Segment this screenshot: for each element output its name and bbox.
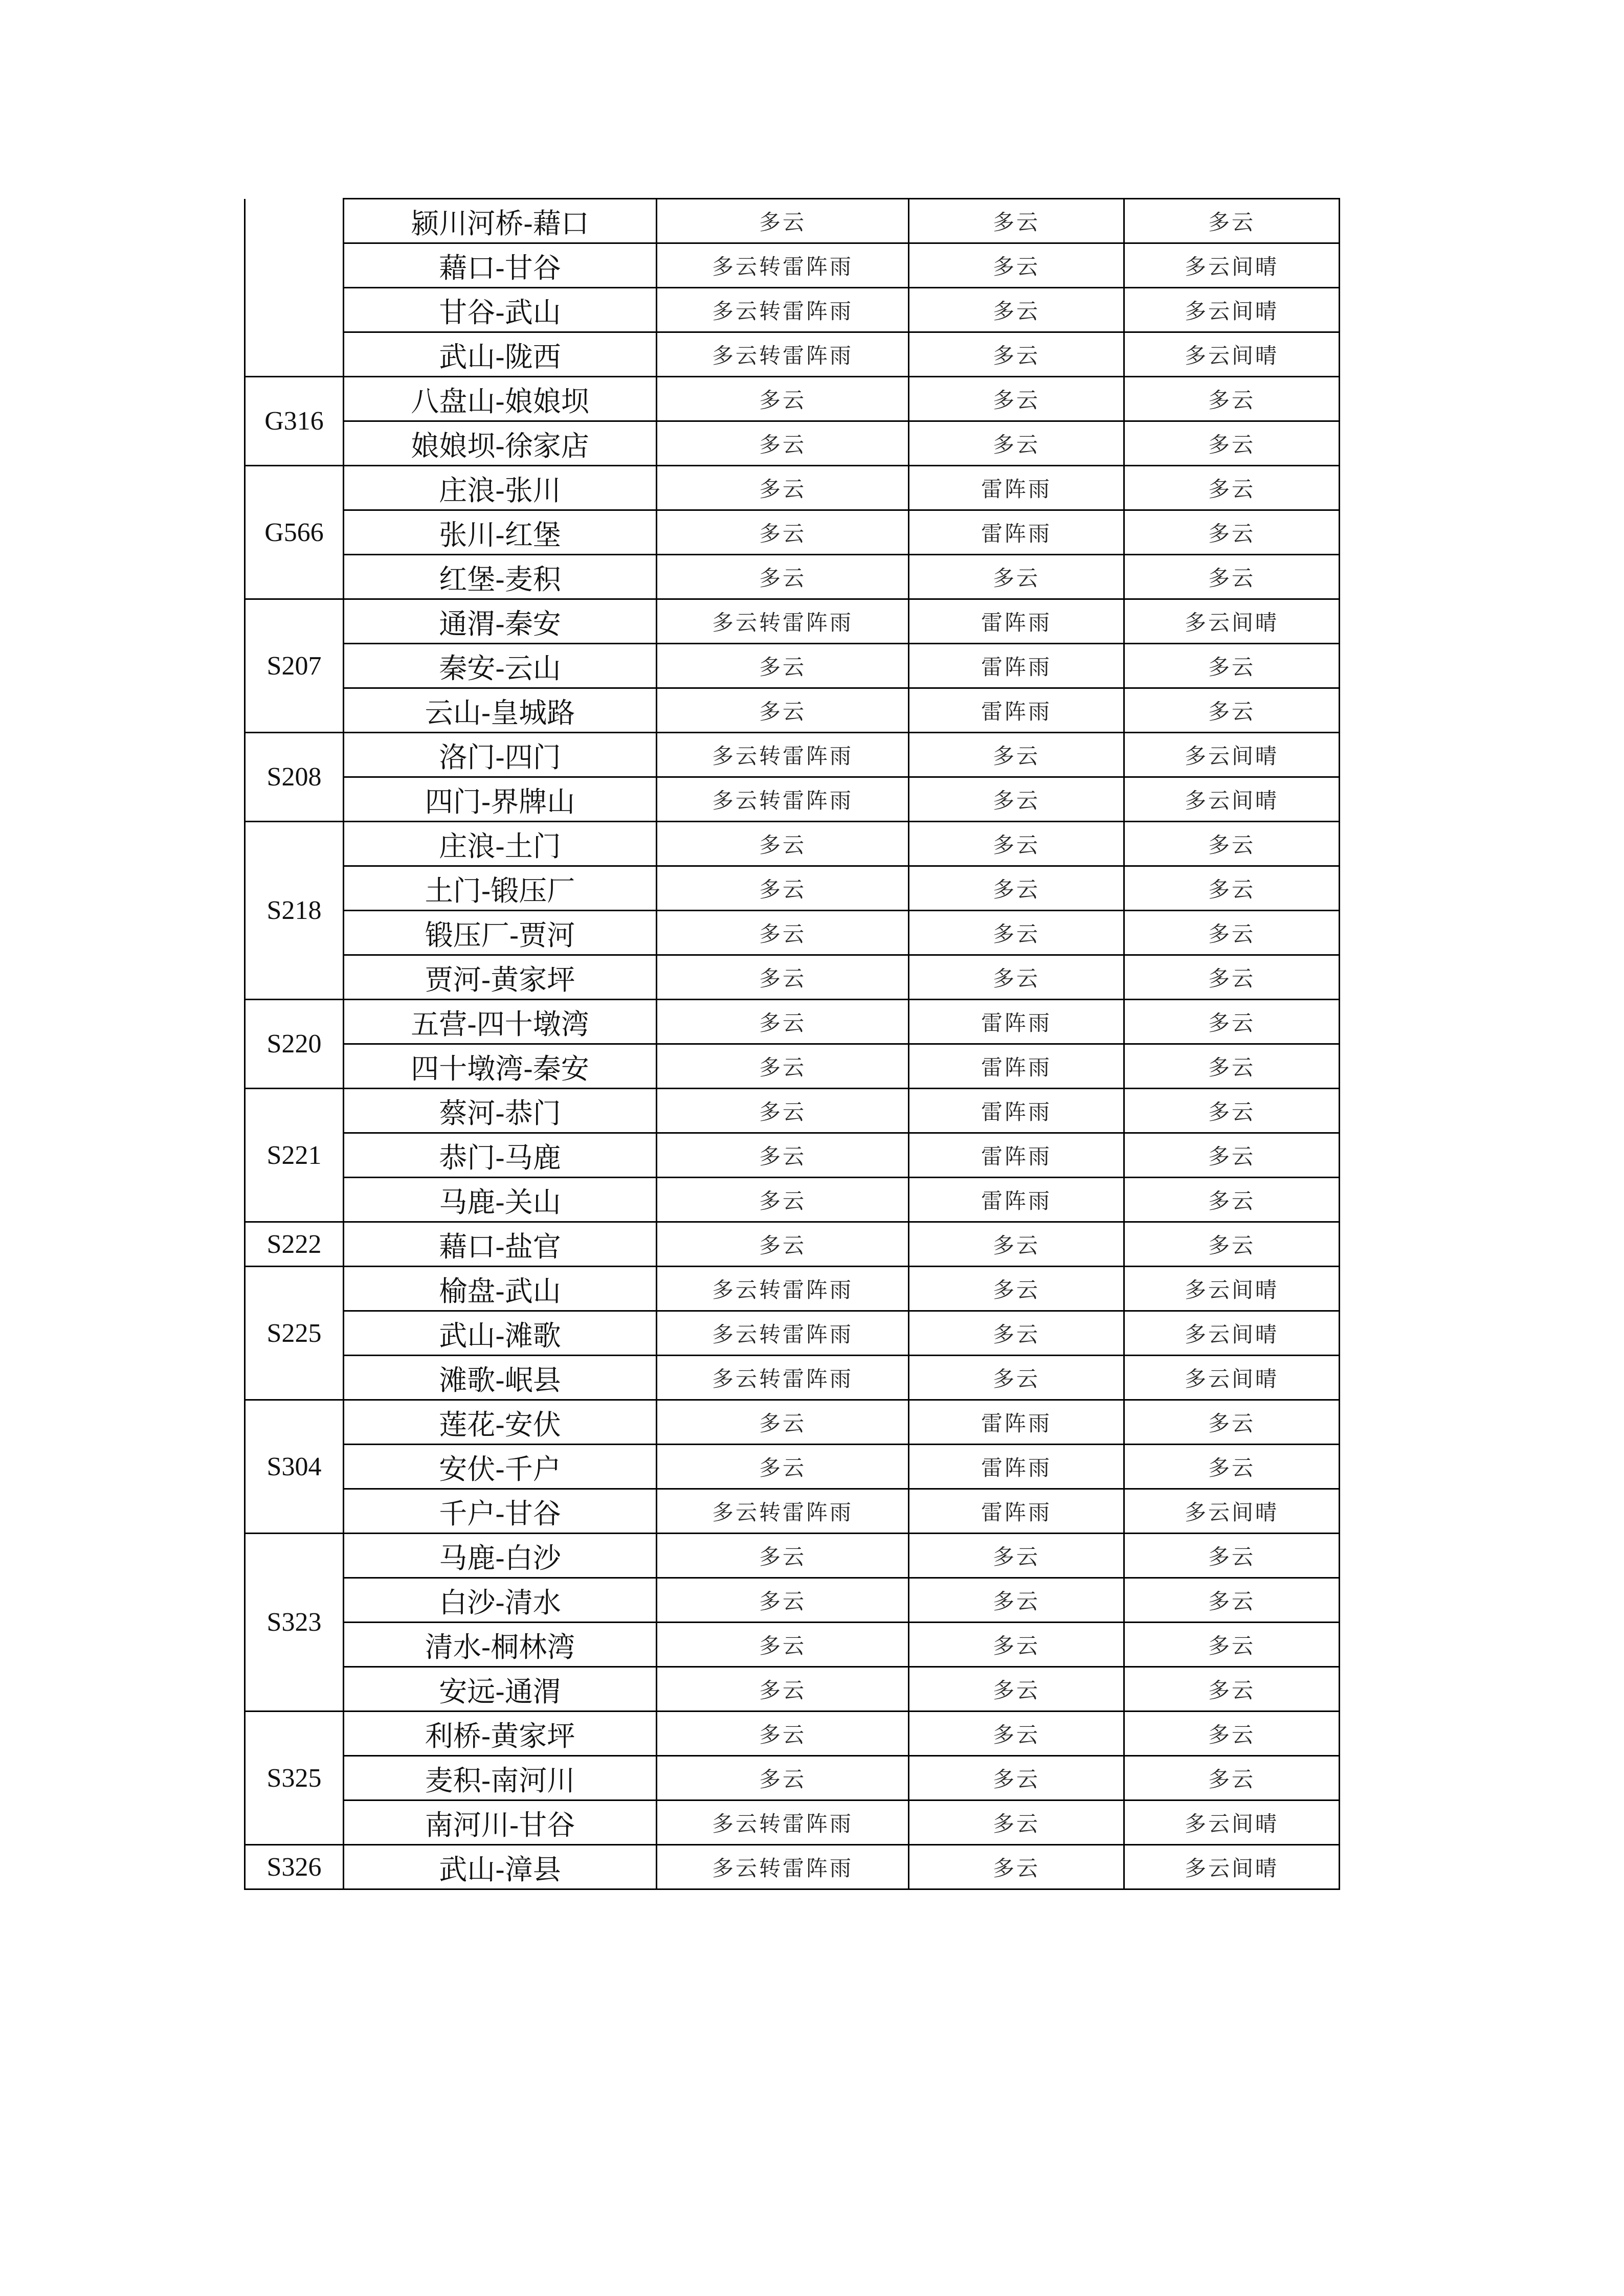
weather-day3-cell: 多云 <box>1124 1667 1340 1712</box>
road-segment-cell: 恭门-马鹿 <box>344 1133 657 1178</box>
weather-day1-cell: 多云 <box>657 911 909 955</box>
weather-day2-cell: 多云 <box>909 421 1124 466</box>
weather-day1-cell: 多云 <box>657 1667 909 1712</box>
weather-day3-cell: 多云 <box>1124 1000 1340 1044</box>
road-weather-table <box>244 198 1340 1890</box>
weather-day1-cell: 多云转雷阵雨 <box>657 733 909 777</box>
weather-day3-cell: 多云 <box>1124 377 1340 421</box>
table-row <box>245 688 1340 733</box>
road-code-cell: S225 <box>245 1267 344 1400</box>
road-segment-cell: 云山-皇城路 <box>344 688 657 733</box>
weather-day2-cell: 多云 <box>909 1623 1124 1667</box>
weather-day3-cell: 多云间晴 <box>1124 1356 1340 1400</box>
weather-day2-cell: 雷阵雨 <box>909 1445 1124 1489</box>
weather-day3-cell: 多云 <box>1124 644 1340 688</box>
road-segment-cell: 洛门-四门 <box>344 733 657 777</box>
road-segment-cell: 麦积-南河川 <box>344 1756 657 1800</box>
weather-day2-cell: 雷阵雨 <box>909 1489 1124 1534</box>
road-segment-cell: 武山-陇西 <box>344 332 657 377</box>
weather-day2-cell: 多云 <box>909 1311 1124 1356</box>
weather-day2-cell: 多云 <box>909 1667 1124 1712</box>
weather-day3-cell: 多云 <box>1124 822 1340 866</box>
weather-day1-cell: 多云 <box>657 1756 909 1800</box>
road-segment-cell: 安远-通渭 <box>344 1667 657 1712</box>
weather-day2-cell: 多云 <box>909 1756 1124 1800</box>
weather-day3-cell: 多云间晴 <box>1124 733 1340 777</box>
weather-day1-cell: 多云转雷阵雨 <box>657 599 909 644</box>
weather-day2-cell: 多云 <box>909 1712 1124 1756</box>
road-segment-cell: 贾河-黄家坪 <box>344 955 657 1000</box>
weather-day2-cell: 多云 <box>909 555 1124 599</box>
road-segment-cell: 四十墩湾-秦安 <box>344 1044 657 1089</box>
weather-day2-cell: 多云 <box>909 866 1124 911</box>
weather-day3-cell: 多云间晴 <box>1124 1800 1340 1845</box>
road-segment-cell: 五营-四十墩湾 <box>344 1000 657 1044</box>
weather-day2-cell: 多云 <box>909 777 1124 822</box>
table-row <box>245 1534 1340 1578</box>
table-row <box>245 1667 1340 1712</box>
weather-day2-cell: 多云 <box>909 243 1124 288</box>
road-segment-cell: 武山-漳县 <box>344 1845 657 1889</box>
road-segment-cell: 甘谷-武山 <box>344 288 657 332</box>
table-row <box>245 955 1340 1000</box>
weather-day3-cell: 多云 <box>1124 866 1340 911</box>
weather-day1-cell: 多云转雷阵雨 <box>657 1267 909 1311</box>
weather-day2-cell: 多云 <box>909 1222 1124 1267</box>
table-row <box>245 1400 1340 1445</box>
weather-day2-cell: 雷阵雨 <box>909 1133 1124 1178</box>
weather-day1-cell: 多云 <box>657 1089 909 1133</box>
table-row <box>245 866 1340 911</box>
table-row <box>245 1133 1340 1178</box>
weather-day1-cell: 多云 <box>657 644 909 688</box>
weather-day1-cell: 多云 <box>657 1000 909 1044</box>
weather-day2-cell: 雷阵雨 <box>909 1000 1124 1044</box>
table-row <box>245 421 1340 466</box>
road-code-cell: S325 <box>245 1712 344 1845</box>
weather-day3-cell: 多云间晴 <box>1124 777 1340 822</box>
weather-day3-cell: 多云 <box>1124 1712 1340 1756</box>
road-segment-cell: 庄浪-张川 <box>344 466 657 510</box>
weather-day2-cell: 雷阵雨 <box>909 599 1124 644</box>
weather-day1-cell: 多云 <box>657 1044 909 1089</box>
table-row <box>245 599 1340 644</box>
weather-day1-cell: 多云 <box>657 1178 909 1222</box>
weather-day1-cell: 多云转雷阵雨 <box>657 288 909 332</box>
road-segment-cell: 藉口-甘谷 <box>344 243 657 288</box>
weather-day2-cell: 雷阵雨 <box>909 688 1124 733</box>
weather-day2-cell: 雷阵雨 <box>909 1178 1124 1222</box>
weather-day1-cell: 多云 <box>657 1712 909 1756</box>
weather-day1-cell: 多云转雷阵雨 <box>657 243 909 288</box>
weather-day3-cell: 多云 <box>1124 1178 1340 1222</box>
weather-day3-cell: 多云 <box>1124 1623 1340 1667</box>
weather-day1-cell: 多云 <box>657 1534 909 1578</box>
weather-day2-cell: 雷阵雨 <box>909 510 1124 555</box>
weather-day3-cell: 多云 <box>1124 421 1340 466</box>
weather-day1-cell: 多云 <box>657 866 909 911</box>
road-code-cell: S326 <box>245 1845 344 1889</box>
table-row <box>245 1445 1340 1489</box>
weather-day3-cell: 多云间晴 <box>1124 1267 1340 1311</box>
table-row <box>245 1311 1340 1356</box>
road-code-cell: S218 <box>245 822 344 1000</box>
table-row <box>245 1800 1340 1845</box>
road-code-cell: S220 <box>245 1000 344 1089</box>
road-code-cell: S208 <box>245 733 344 822</box>
weather-day3-cell: 多云 <box>1124 1534 1340 1578</box>
weather-day3-cell: 多云 <box>1124 1400 1340 1445</box>
weather-day2-cell: 雷阵雨 <box>909 1044 1124 1089</box>
weather-day1-cell: 多云 <box>657 377 909 421</box>
road-segment-cell: 利桥-黄家坪 <box>344 1712 657 1756</box>
table-row <box>245 466 1340 510</box>
weather-day1-cell: 多云 <box>657 199 909 243</box>
road-segment-cell: 张川-红堡 <box>344 510 657 555</box>
weather-day2-cell: 多云 <box>909 377 1124 421</box>
weather-day2-cell: 多云 <box>909 1534 1124 1578</box>
weather-day1-cell: 多云 <box>657 421 909 466</box>
road-segment-cell: 马鹿-关山 <box>344 1178 657 1222</box>
weather-day1-cell: 多云转雷阵雨 <box>657 777 909 822</box>
table-row <box>245 555 1340 599</box>
weather-day3-cell: 多云 <box>1124 1044 1340 1089</box>
weather-day3-cell: 多云 <box>1124 1578 1340 1623</box>
table-row <box>245 1845 1340 1889</box>
table-row <box>245 377 1340 421</box>
road-code-cell: S304 <box>245 1400 344 1534</box>
weather-day2-cell: 多云 <box>909 332 1124 377</box>
weather-day3-cell: 多云间晴 <box>1124 1489 1340 1534</box>
table-row <box>245 733 1340 777</box>
weather-day2-cell: 多云 <box>909 1356 1124 1400</box>
table-row <box>245 1222 1340 1267</box>
road-segment-cell: 蔡河-恭门 <box>344 1089 657 1133</box>
road-segment-cell: 马鹿-白沙 <box>344 1534 657 1578</box>
road-weather-table-body <box>245 199 1340 1889</box>
table-row <box>245 1489 1340 1534</box>
road-segment-cell: 榆盘-武山 <box>344 1267 657 1311</box>
road-segment-cell: 白沙-清水 <box>344 1578 657 1623</box>
road-segment-cell: 娘娘坝-徐家店 <box>344 421 657 466</box>
table-row <box>245 1178 1340 1222</box>
weather-day1-cell: 多云转雷阵雨 <box>657 1356 909 1400</box>
road-segment-cell: 莲花-安伏 <box>344 1400 657 1445</box>
table-row <box>245 1356 1340 1400</box>
road-segment-cell: 八盘山-娘娘坝 <box>344 377 657 421</box>
weather-day1-cell: 多云转雷阵雨 <box>657 1489 909 1534</box>
weather-day1-cell: 多云 <box>657 466 909 510</box>
road-segment-cell: 通渭-秦安 <box>344 599 657 644</box>
weather-day1-cell: 多云 <box>657 510 909 555</box>
weather-day3-cell: 多云间晴 <box>1124 599 1340 644</box>
road-code-cell: S222 <box>245 1222 344 1267</box>
weather-day1-cell: 多云 <box>657 955 909 1000</box>
road-segment-cell: 南河川-甘谷 <box>344 1800 657 1845</box>
weather-day1-cell: 多云转雷阵雨 <box>657 1800 909 1845</box>
weather-day3-cell: 多云 <box>1124 1089 1340 1133</box>
weather-day1-cell: 多云 <box>657 555 909 599</box>
road-segment-cell: 秦安-云山 <box>344 644 657 688</box>
weather-day3-cell: 多云 <box>1124 1222 1340 1267</box>
weather-day2-cell: 多云 <box>909 1800 1124 1845</box>
road-segment-cell: 四门-界牌山 <box>344 777 657 822</box>
road-segment-cell: 千户-甘谷 <box>344 1489 657 1534</box>
weather-day3-cell: 多云间晴 <box>1124 288 1340 332</box>
road-code-cell <box>245 199 344 377</box>
weather-day3-cell: 多云间晴 <box>1124 1845 1340 1889</box>
road-segment-cell: 土门-锻压厂 <box>344 866 657 911</box>
table-row <box>245 1712 1340 1756</box>
road-code-cell: G316 <box>245 377 344 466</box>
weather-day2-cell: 多云 <box>909 288 1124 332</box>
road-code-cell: S207 <box>245 599 344 733</box>
weather-day1-cell: 多云转雷阵雨 <box>657 1311 909 1356</box>
road-segment-cell: 颍川河桥-藉口 <box>344 199 657 243</box>
weather-day3-cell: 多云 <box>1124 911 1340 955</box>
road-code-cell: S323 <box>245 1534 344 1712</box>
table-row <box>245 911 1340 955</box>
weather-day3-cell: 多云 <box>1124 1756 1340 1800</box>
weather-day2-cell: 多云 <box>909 1845 1124 1889</box>
weather-day1-cell: 多云 <box>657 1623 909 1667</box>
weather-day1-cell: 多云 <box>657 1578 909 1623</box>
weather-day2-cell: 雷阵雨 <box>909 466 1124 510</box>
weather-day1-cell: 多云 <box>657 1400 909 1445</box>
road-segment-cell: 清水-桐林湾 <box>344 1623 657 1667</box>
weather-day3-cell: 多云 <box>1124 1133 1340 1178</box>
weather-day3-cell: 多云 <box>1124 466 1340 510</box>
table-row <box>245 1623 1340 1667</box>
weather-day2-cell: 多云 <box>909 822 1124 866</box>
weather-day3-cell: 多云 <box>1124 199 1340 243</box>
weather-day1-cell: 多云 <box>657 688 909 733</box>
weather-day3-cell: 多云 <box>1124 1445 1340 1489</box>
weather-day2-cell: 多云 <box>909 1267 1124 1311</box>
weather-day3-cell: 多云 <box>1124 688 1340 733</box>
weather-day3-cell: 多云 <box>1124 555 1340 599</box>
weather-day3-cell: 多云 <box>1124 510 1340 555</box>
table-row <box>245 1578 1340 1623</box>
weather-day2-cell: 多云 <box>909 911 1124 955</box>
table-row <box>245 243 1340 288</box>
weather-day3-cell: 多云间晴 <box>1124 243 1340 288</box>
road-segment-cell: 藉口-盐官 <box>344 1222 657 1267</box>
weather-day3-cell: 多云间晴 <box>1124 332 1340 377</box>
weather-day1-cell: 多云转雷阵雨 <box>657 1845 909 1889</box>
weather-day2-cell: 多云 <box>909 955 1124 1000</box>
table-row <box>245 510 1340 555</box>
table-row <box>245 822 1340 866</box>
table-row <box>245 1267 1340 1311</box>
table-row <box>245 332 1340 377</box>
weather-day2-cell: 雷阵雨 <box>909 1089 1124 1133</box>
weather-day1-cell: 多云转雷阵雨 <box>657 332 909 377</box>
table-row <box>245 288 1340 332</box>
road-segment-cell: 锻压厂-贾河 <box>344 911 657 955</box>
road-segment-cell: 滩歌-岷县 <box>344 1356 657 1400</box>
weather-day1-cell: 多云 <box>657 822 909 866</box>
weather-day2-cell: 雷阵雨 <box>909 1400 1124 1445</box>
table-row <box>245 1756 1340 1800</box>
road-segment-cell: 安伏-千户 <box>344 1445 657 1489</box>
weather-day3-cell: 多云 <box>1124 955 1340 1000</box>
road-segment-cell: 庄浪-土门 <box>344 822 657 866</box>
table-row <box>245 1089 1340 1133</box>
road-code-cell: S221 <box>245 1089 344 1222</box>
table-row <box>245 1000 1340 1044</box>
table-row <box>245 1044 1340 1089</box>
road-segment-cell: 武山-滩歌 <box>344 1311 657 1356</box>
weather-day3-cell: 多云间晴 <box>1124 1311 1340 1356</box>
table-row <box>245 777 1340 822</box>
weather-day2-cell: 多云 <box>909 199 1124 243</box>
weather-day1-cell: 多云 <box>657 1445 909 1489</box>
weather-day1-cell: 多云 <box>657 1222 909 1267</box>
weather-day1-cell: 多云 <box>657 1133 909 1178</box>
weather-day2-cell: 多云 <box>909 1578 1124 1623</box>
weather-day2-cell: 雷阵雨 <box>909 644 1124 688</box>
table-row <box>245 644 1340 688</box>
road-segment-cell: 红堡-麦积 <box>344 555 657 599</box>
table-row <box>245 199 1340 243</box>
road-code-cell: G566 <box>245 466 344 599</box>
weather-day2-cell: 多云 <box>909 733 1124 777</box>
